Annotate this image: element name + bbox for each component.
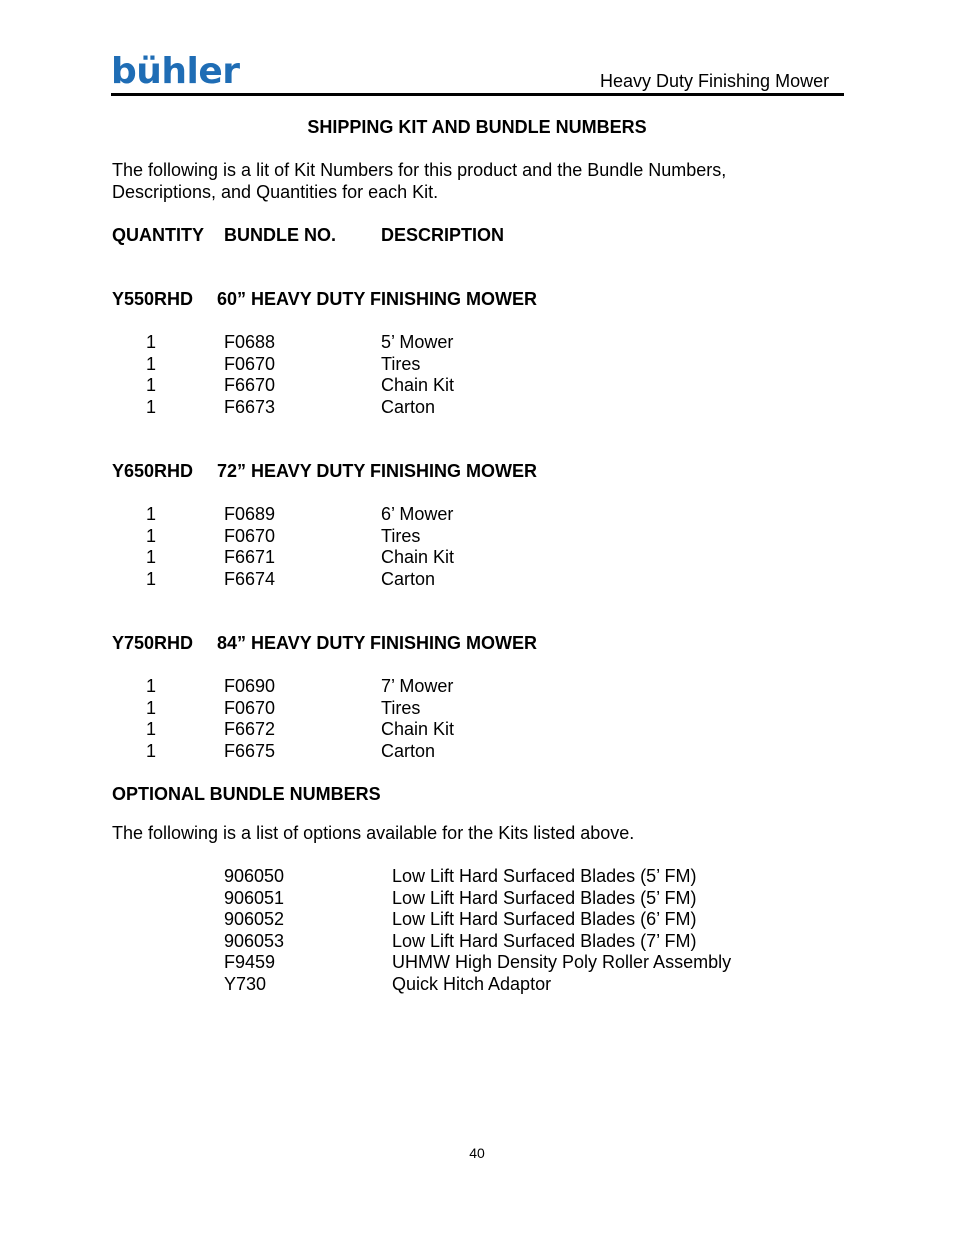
option-row	[0, 974, 760, 996]
kit-item-row	[0, 698, 760, 720]
item-description: Chain Kit	[381, 547, 455, 567]
option-code: 906053	[224, 931, 285, 951]
intro-line-2: Descriptions, and Quantities for each Kit.	[112, 182, 439, 202]
option-code: 906051	[224, 888, 285, 908]
option-description: UHMW High Density Poly Roller Assembly	[392, 952, 732, 972]
kit-item-row	[0, 547, 760, 569]
optional-intro: The following is a list of options available for the Kits listed above.	[112, 823, 635, 843]
item-description: Carton	[381, 397, 436, 417]
item-bundle: F6674	[224, 569, 276, 589]
kit-code: Y650RHD	[112, 461, 194, 481]
item-bundle: F6673	[224, 397, 276, 417]
item-description: Carton	[381, 569, 436, 589]
kit-item-row	[0, 332, 760, 354]
item-quantity: 1	[146, 569, 157, 589]
item-quantity: 1	[146, 504, 157, 524]
kit-item-row	[0, 354, 760, 376]
header-title: Heavy Duty Finishing Mower	[600, 71, 830, 91]
item-quantity: 1	[146, 698, 157, 718]
item-quantity: 1	[146, 354, 157, 374]
item-bundle: F0690	[224, 676, 276, 696]
column-description: DESCRIPTION	[381, 225, 505, 245]
item-description: Carton	[381, 741, 436, 761]
item-bundle: F0689	[224, 504, 276, 524]
header-divider	[111, 93, 844, 96]
buhler-logo: bühler	[111, 51, 240, 92]
kit-item-row	[0, 375, 760, 397]
item-quantity: 1	[146, 741, 157, 761]
option-code: F9459	[224, 952, 276, 972]
kit-title: 72” HEAVY DUTY FINISHING MOWER	[217, 461, 538, 481]
kit-title: 84” HEAVY DUTY FINISHING MOWER	[217, 633, 538, 653]
kit-item-row	[0, 526, 760, 548]
option-description: Low Lift Hard Surfaced Blades (5’ FM)	[392, 866, 697, 886]
column-quantity: QUANTITY	[112, 225, 204, 245]
option-row	[0, 931, 760, 953]
item-description: Chain Kit	[381, 719, 455, 739]
kit-item-row	[0, 504, 760, 526]
option-description: Low Lift Hard Surfaced Blades (5’ FM)	[392, 888, 697, 908]
option-row	[0, 888, 760, 910]
item-description: 7’ Mower	[381, 676, 454, 696]
option-code: 906052	[224, 909, 285, 929]
item-bundle: F6675	[224, 741, 276, 761]
kit-item-row	[0, 397, 760, 419]
item-quantity: 1	[146, 375, 157, 395]
kit-item-row	[0, 676, 760, 698]
optional-heading: OPTIONAL BUNDLE NUMBERS	[112, 784, 381, 804]
item-quantity: 1	[146, 676, 157, 696]
option-row	[0, 866, 760, 888]
kit-item-row	[0, 569, 760, 591]
kit-item-row	[0, 741, 760, 763]
item-quantity: 1	[146, 547, 157, 567]
item-description: Tires	[381, 526, 421, 546]
option-row	[0, 952, 760, 974]
kit-title: 60” HEAVY DUTY FINISHING MOWER	[217, 289, 538, 309]
item-description: 6’ Mower	[381, 504, 454, 524]
option-row	[0, 909, 760, 931]
option-code: 906050	[224, 866, 285, 886]
option-description: Low Lift Hard Surfaced Blades (6’ FM)	[392, 909, 697, 929]
item-bundle: F6671	[224, 547, 276, 567]
option-description: Low Lift Hard Surfaced Blades (7’ FM)	[392, 931, 697, 951]
item-quantity: 1	[146, 719, 157, 739]
kit-code: Y550RHD	[112, 289, 194, 309]
item-bundle: F0670	[224, 354, 276, 374]
column-bundle: BUNDLE NO.	[224, 225, 336, 245]
option-description: Quick Hitch Adaptor	[392, 974, 552, 994]
item-bundle: F0670	[224, 698, 276, 718]
item-bundle: F0670	[224, 526, 276, 546]
option-code: Y730	[224, 974, 267, 994]
item-bundle: F0688	[224, 332, 276, 352]
item-description: Tires	[381, 354, 421, 374]
intro-line-1: The following is a lit of Kit Numbers for this product and the Bundle Numbers,	[112, 160, 727, 180]
kit-code: Y750RHD	[112, 633, 194, 653]
item-description: 5’ Mower	[381, 332, 454, 352]
kit-item-row	[0, 719, 760, 741]
section-title: SHIPPING KIT AND BUNDLE NUMBERS	[307, 117, 647, 137]
item-quantity: 1	[146, 526, 157, 546]
item-description: Chain Kit	[381, 375, 455, 395]
item-bundle: F6672	[224, 719, 276, 739]
item-bundle: F6670	[224, 375, 276, 395]
page-number: 40	[469, 1145, 485, 1161]
item-description: Tires	[381, 698, 421, 718]
item-quantity: 1	[146, 397, 157, 417]
item-quantity: 1	[146, 332, 157, 352]
